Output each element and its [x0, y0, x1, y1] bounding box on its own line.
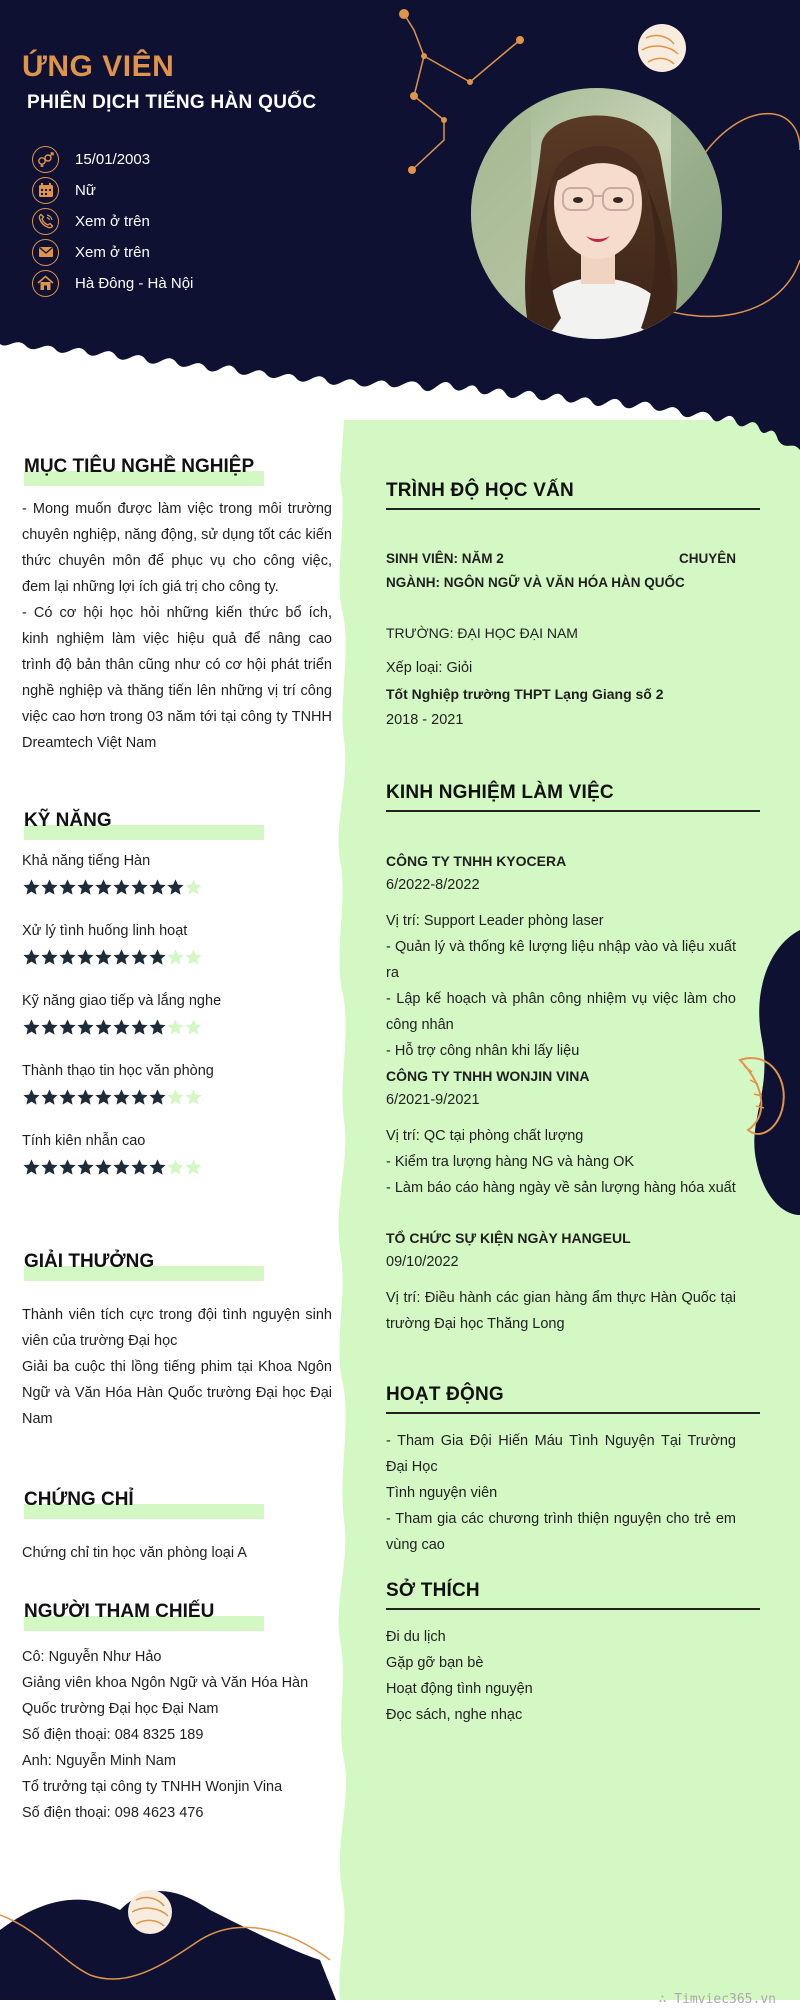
home-icon	[32, 270, 59, 297]
job-line: - Hỗ trợ công nhân khi lấy liệu	[386, 1043, 580, 1059]
hobby-item: Hoạt động tình nguyện	[386, 1681, 533, 1697]
reference-line: Số điện thoại: 084 8325 189	[22, 1727, 204, 1743]
career-goal-section	[22, 496, 332, 756]
education-divider	[386, 508, 760, 510]
job-company: TỔ CHỨC SỰ KIỆN NGÀY HANGEUL	[386, 1230, 631, 1246]
star-filled-icon	[112, 1088, 131, 1107]
watermark: ∴ Timviec365.vn	[658, 1992, 776, 2007]
skills-heading: KỸ NĂNG	[24, 810, 112, 831]
education-school: TRƯỜNG: ĐẠI HỌC ĐẠI NAM	[386, 625, 578, 641]
skill-rating	[22, 1158, 202, 1177]
job-title: PHIÊN DỊCH TIẾNG HÀN QUỐC	[27, 92, 317, 113]
star-filled-icon	[22, 1018, 41, 1037]
skill-rating	[22, 1088, 202, 1107]
reference-line: Giảng viên khoa Ngôn Ngữ và Văn Hóa Hàn Quốc trường Đại học Đại Nam	[22, 1675, 309, 1717]
hobby-item: Gặp gỡ bạn bè	[386, 1655, 484, 1671]
star-filled-icon	[58, 948, 77, 967]
star-empty-icon	[184, 1158, 203, 1177]
job-company: CÔNG TY TNHH KYOCERA	[386, 853, 567, 869]
portrait-image	[471, 88, 722, 339]
star-filled-icon	[130, 1158, 149, 1177]
education-highschool: Tốt Nghiệp trường THPT Lạng Giang số 2	[386, 686, 664, 702]
info-phone: Xem ở trên	[75, 212, 150, 230]
star-filled-icon	[148, 1088, 167, 1107]
certificates-heading: CHỨNG CHỈ	[24, 1489, 134, 1510]
star-filled-icon	[112, 948, 131, 967]
hobby-item: Đọc sách, nghe nhạc	[386, 1707, 523, 1723]
phone-icon	[32, 208, 59, 235]
job-period: 6/2021-9/2021	[386, 1092, 480, 1108]
activities-divider	[386, 1412, 760, 1414]
awards-heading: GIẢI THƯỞNG	[24, 1251, 155, 1272]
job-line: Vị trí: Support Leader phòng laser	[386, 913, 604, 929]
award-item: Thành viên tích cực trong đội tình nguyện sinh viên của trường Đại học	[22, 1307, 332, 1349]
award-item: Giải ba cuộc thi lồng tiếng phim tại Khoa Ngôn Ngữ và Văn Hóa Hàn Quốc trường Đại học Đại Nam	[22, 1359, 332, 1427]
star-filled-icon	[94, 1088, 113, 1107]
hobby-item: Đi du lịch	[386, 1629, 446, 1645]
job-details	[386, 908, 736, 1064]
info-row-address	[32, 269, 193, 297]
career-goal-text-1: - Mong muốn được làm việc trong môi trường chuyên nghiệp, năng động, sử dụng tốt các kiến thức chuyên môn để phục vụ cho công việc, đem lại những lợi ích giá trị cho công ty.	[22, 501, 332, 595]
job-line: - Kiểm tra lượng hàng NG và hàng OK	[386, 1154, 635, 1170]
star-filled-icon	[94, 1158, 113, 1177]
star-filled-icon	[58, 1088, 77, 1107]
skill-rating	[22, 878, 202, 897]
education-heading: TRÌNH ĐỘ HỌC VẤN	[386, 480, 574, 501]
job-line: Vị trí: QC tại phòng chất lượng	[386, 1128, 584, 1144]
education-student-line	[386, 546, 736, 572]
skill-name: Khả năng tiếng Hàn	[22, 853, 151, 869]
star-filled-icon	[76, 878, 95, 897]
education-student: SINH VIÊN: NĂM 2	[386, 551, 504, 566]
activity-item: Tình nguyện viên	[386, 1485, 498, 1501]
star-filled-icon	[94, 878, 113, 897]
job-line: - Làm báo cáo hàng ngày về sản lượng hàng hóa xuất	[386, 1180, 736, 1196]
star-empty-icon	[166, 948, 185, 967]
star-filled-icon	[148, 878, 167, 897]
info-row-phone	[32, 207, 150, 235]
email-icon	[32, 239, 59, 266]
reference-line: Số điện thoại: 098 4623 476	[22, 1805, 204, 1821]
job-details	[386, 1123, 736, 1201]
skill-name: Kỹ năng giao tiếp và lắng nghe	[22, 993, 222, 1009]
candidate-label: ỨNG VIÊN	[22, 50, 175, 83]
star-empty-icon	[184, 948, 203, 967]
education-major-label: CHUYÊN	[678, 551, 736, 566]
reference-line: Anh: Nguyễn Minh Nam	[22, 1753, 176, 1769]
job-company: CÔNG TY TNHH WONJIN VINA	[386, 1068, 590, 1084]
star-filled-icon	[76, 1088, 95, 1107]
star-filled-icon	[76, 1018, 95, 1037]
activities-heading: HOẠT ĐỘNG	[386, 1384, 504, 1405]
activities-section	[386, 1428, 736, 1558]
job-line: - Quản lý và thống kê lượng liệu nhập vào và liệu xuất ra	[386, 939, 736, 981]
star-filled-icon	[130, 1088, 149, 1107]
star-filled-icon	[148, 1018, 167, 1037]
star-filled-icon	[22, 948, 41, 967]
star-filled-icon	[148, 1158, 167, 1177]
skill-name: Tính kiên nhẫn cao	[22, 1133, 146, 1149]
certificate-item: Chứng chỉ tin học văn phòng loại A	[22, 1545, 247, 1561]
gender-icon	[32, 146, 59, 173]
job-period: 6/2022-8/2022	[386, 877, 480, 893]
star-filled-icon	[112, 1158, 131, 1177]
career-goal-heading: MỤC TIÊU NGHỀ NGHIỆP	[24, 456, 255, 477]
info-row-email	[32, 238, 150, 266]
reference-line: Tổ trưởng tại công ty TNHH Wonjin Vina	[22, 1779, 283, 1795]
star-filled-icon	[40, 1018, 59, 1037]
star-filled-icon	[40, 878, 59, 897]
star-filled-icon	[22, 878, 41, 897]
avatar	[471, 88, 722, 339]
activity-item: - Tham gia các chương trình thiện nguyện cho trẻ em vùng cao	[386, 1511, 736, 1553]
job-period: 09/10/2022	[386, 1254, 459, 1270]
star-filled-icon	[76, 1158, 95, 1177]
job-line: Vị trí: Điều hành các gian hàng ẩm thực Hàn Quốc tại trường Đại học Thăng Long	[386, 1290, 736, 1332]
education-years: 2018 - 2021	[386, 712, 464, 728]
skill-rating	[22, 1018, 202, 1037]
hobbies-divider	[386, 1608, 760, 1610]
star-filled-icon	[58, 1158, 77, 1177]
info-dob: 15/01/2003	[75, 150, 151, 168]
star-filled-icon	[112, 878, 131, 897]
star-filled-icon	[148, 948, 167, 967]
star-filled-icon	[130, 1018, 149, 1037]
skill-name: Xử lý tình huống linh hoạt	[22, 923, 188, 939]
star-empty-icon	[184, 1088, 203, 1107]
skill-rating	[22, 948, 202, 967]
star-empty-icon	[166, 1018, 185, 1037]
reference-line: Cô: Nguyễn Như Hảo	[22, 1649, 162, 1665]
info-row-gender	[32, 176, 96, 204]
star-filled-icon	[94, 948, 113, 967]
references-section	[22, 1644, 340, 1826]
star-filled-icon	[76, 948, 95, 967]
star-filled-icon	[58, 1018, 77, 1037]
star-filled-icon	[130, 878, 149, 897]
education-major: NGÀNH: NGÔN NGỮ VÀ VĂN HÓA HÀN QUỐC	[386, 575, 685, 590]
certificates-section	[22, 1540, 332, 1566]
info-address: Hà Đông - Hà Nội	[75, 274, 194, 292]
career-goal-text-2: - Có cơ hội học hỏi những kiến thức bổ ích, kinh nghiệm làm việc hiệu quả để nâng cao trình độ bản thân cũng như có cơ hội phát triển nghề nghiệp và thăng tiến lên những vị trí công việc cao hơn trong 03 năm tới tại công ty TNHH Dreamtech Việt Nam	[22, 605, 332, 751]
star-filled-icon	[22, 1088, 41, 1107]
hobbies-heading: SỞ THÍCH	[386, 1580, 480, 1601]
experience-heading: KINH NGHIỆM LÀM VIỆC	[386, 782, 614, 803]
calendar-icon	[32, 177, 59, 204]
star-filled-icon	[94, 1018, 113, 1037]
star-empty-icon	[184, 878, 203, 897]
star-empty-icon	[166, 1158, 185, 1177]
star-filled-icon	[58, 878, 77, 897]
job-details	[386, 1285, 736, 1337]
activity-item: - Tham Gia Đội Hiến Máu Tình Nguyện Tại Trường Đại Học	[386, 1433, 736, 1475]
star-filled-icon	[40, 1088, 59, 1107]
star-filled-icon	[40, 948, 59, 967]
experience-divider	[386, 810, 760, 812]
info-gender: Nữ	[75, 181, 96, 199]
awards-section	[22, 1302, 332, 1432]
star-filled-icon	[22, 1158, 41, 1177]
star-filled-icon	[130, 948, 149, 967]
star-empty-icon	[166, 1088, 185, 1107]
skill-name: Thành thạo tin học văn phòng	[22, 1063, 214, 1079]
info-email: Xem ở trên	[75, 243, 150, 261]
info-row-dob	[32, 145, 150, 173]
hobbies-section	[386, 1624, 736, 1728]
star-filled-icon	[40, 1158, 59, 1177]
education-rank: Xếp loại: Giỏi	[386, 660, 473, 676]
star-empty-icon	[184, 1018, 203, 1037]
references-heading: NGƯỜI THAM CHIẾU	[24, 1601, 215, 1622]
job-line: - Lập kế hoạch và phân công nhiệm vụ việc làm cho công nhân	[386, 991, 736, 1033]
star-filled-icon	[112, 1018, 131, 1037]
star-filled-icon	[166, 878, 185, 897]
